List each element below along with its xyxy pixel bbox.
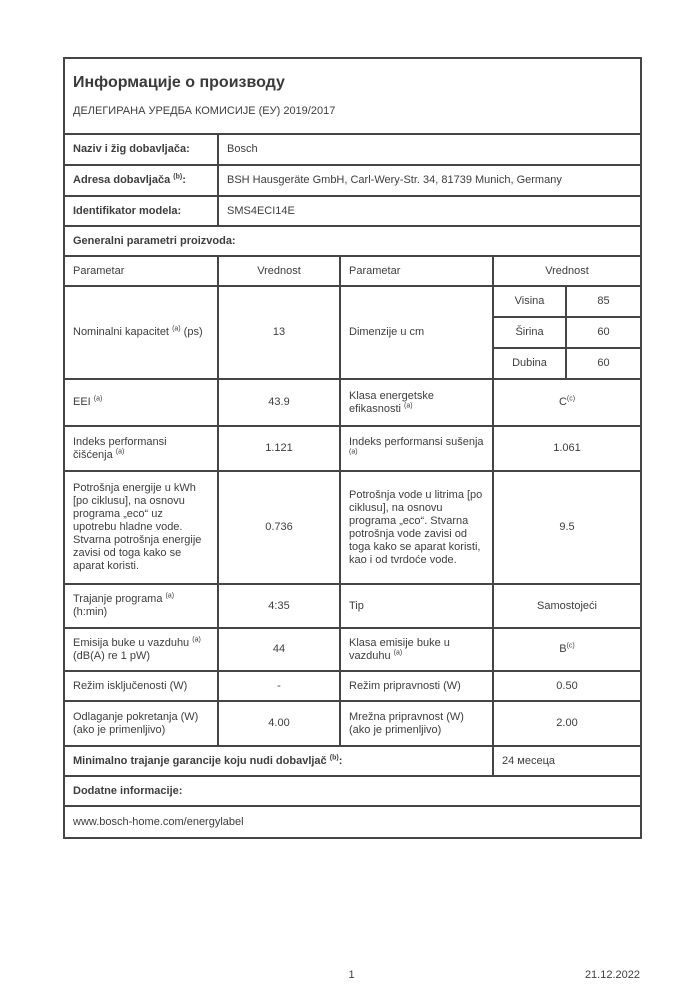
param-value: - bbox=[218, 671, 340, 701]
footnote-marker: (b) bbox=[329, 753, 339, 761]
dimension-value-visina: 85 bbox=[566, 286, 641, 317]
param-value: 0.50 bbox=[493, 671, 641, 701]
param-label: Indeks performansi sušenja $^{(a)}$ bbox=[340, 426, 493, 471]
dimension-value-dubina: 60 bbox=[566, 348, 641, 379]
param-value: 9.5 bbox=[493, 471, 641, 584]
footnote-marker: (a) bbox=[192, 635, 201, 643]
guarantee-value: 24 месеца bbox=[493, 746, 641, 776]
column-header-vrednost-left: Vrednost bbox=[218, 256, 340, 286]
param-value: 0.736 bbox=[218, 471, 340, 584]
footer-date: 21.12.2022 bbox=[584, 969, 640, 981]
footnote-marker: (a) bbox=[165, 592, 175, 600]
param-label: Emisija buke u vazduhu $^{(a)}$ (dB(A) re 1 pW) bbox=[64, 628, 218, 671]
footnote-marker: (a) bbox=[404, 401, 413, 409]
general-parameters-header: Generalni parametri proizvoda: bbox=[64, 226, 641, 256]
supplier-name-value: Bosch bbox=[218, 134, 641, 165]
footnote-marker: (a) bbox=[349, 447, 358, 455]
footnote-marker: (c) bbox=[566, 395, 576, 403]
param-label: Odlaganje pokretanja (W) (ako je primenljivo) bbox=[64, 701, 218, 746]
product-fiche bbox=[63, 57, 640, 839]
footnote-marker: (a) bbox=[93, 395, 103, 403]
supplier-address-label: Adresa dobavljača $^{(b)}$: bbox=[64, 165, 218, 196]
footnote-marker: (b) bbox=[173, 173, 183, 181]
model-id-label: Identifikator modela: bbox=[64, 196, 218, 226]
title-cell bbox=[64, 58, 641, 134]
param-label: Indeks performansi čišćenja $^{(a)}$ bbox=[64, 426, 218, 471]
model-id-value: SMS4ECI14E bbox=[218, 196, 641, 226]
product-info-table bbox=[63, 57, 642, 839]
param-label: Klasa emisije buke u vazduhu $^{(a)}$ bbox=[340, 628, 493, 671]
param-value: 4:35 bbox=[218, 584, 340, 628]
dimension-name-visina: Visina bbox=[493, 286, 566, 317]
dimensions-label: Dimenzije u cm bbox=[340, 286, 493, 379]
param-value: 43.9 bbox=[218, 379, 340, 426]
param-label: Potrošnja energije u kWh [po ciklusu], na osnovu programa „eco“ uz upotrebu hladne vode. Stvarna potrošnja energije zavisi od toga kako se aparat koristi. bbox=[64, 471, 218, 584]
param-label: Trajanje programa $^{(a)}$ (h:min) bbox=[64, 584, 218, 628]
param-value: Samostojeći bbox=[493, 584, 641, 628]
column-header-parametar-right: Parametar bbox=[340, 256, 493, 286]
param-value: 1.061 bbox=[493, 426, 641, 471]
param-label: Potrošnja vode u litrima [po ciklusu], na osnovu programa „eco“. Stvarna potrošnja vode zavisi od toga kako se aparat koristi, kao i od tvrdoće vode. bbox=[340, 471, 493, 584]
footnote-marker: (c) bbox=[566, 642, 575, 650]
additional-info-header: Dodatne informacije: bbox=[64, 776, 641, 806]
param-label: Mrežna pripravnost (W) (ako je primenljivo) bbox=[340, 701, 493, 746]
dimension-name-dubina: Dubina bbox=[493, 348, 566, 379]
energylabel-url: www.bosch-home.com/energylabel bbox=[64, 806, 641, 838]
param-label: Tip bbox=[340, 584, 493, 628]
param-label: EEI $^{(a)}$ bbox=[64, 379, 218, 426]
column-header-vrednost-right: Vrednost bbox=[493, 256, 641, 286]
page-title: Информације о производу bbox=[73, 74, 285, 91]
footer-page-number: 1 bbox=[348, 969, 355, 981]
dimension-name-sirina: Širina bbox=[493, 317, 566, 348]
param-value: 4.00 bbox=[218, 701, 340, 746]
supplier-address-value: BSH Hausgeräte GmbH, Carl-Wery-Str. 34, 81739 Munich, Germany bbox=[218, 165, 641, 196]
param-label: Klasa energetske efikasnosti $^{(a)}$ bbox=[340, 379, 493, 426]
param-value: 2.00 bbox=[493, 701, 641, 746]
capacity-label: Nominalni kapacitet $^{(a)}$ (ps) bbox=[64, 286, 218, 379]
page-footer bbox=[63, 969, 640, 983]
param-value: 44 bbox=[218, 628, 340, 671]
guarantee-label: Minimalno trajanje garancije koju nudi dobavljač $^{(b)}$: bbox=[64, 746, 493, 776]
dimension-value-sirina: 60 bbox=[566, 317, 641, 348]
footnote-marker: (a) bbox=[393, 648, 403, 656]
param-label: Režim isključenosti (W) bbox=[64, 671, 218, 701]
param-value: $B^{(c)}$ bbox=[493, 628, 641, 671]
param-label: Režim pripravnosti (W) bbox=[340, 671, 493, 701]
column-header-parametar-left: Parametar bbox=[64, 256, 218, 286]
footnote-marker: (a) bbox=[115, 447, 125, 455]
supplier-name-label: Naziv i žig dobavljača: bbox=[64, 134, 218, 165]
regulation-subtitle: ДЕЛЕГИРАНА УРЕДБА КОМИСИЈЕ (ЕУ) 2019/2017 bbox=[73, 105, 336, 117]
footnote-marker: (a) bbox=[172, 325, 181, 333]
param-value: $C^{(c)}$ bbox=[493, 379, 641, 426]
param-value: 1.121 bbox=[218, 426, 340, 471]
capacity-value: 13 bbox=[218, 286, 340, 379]
